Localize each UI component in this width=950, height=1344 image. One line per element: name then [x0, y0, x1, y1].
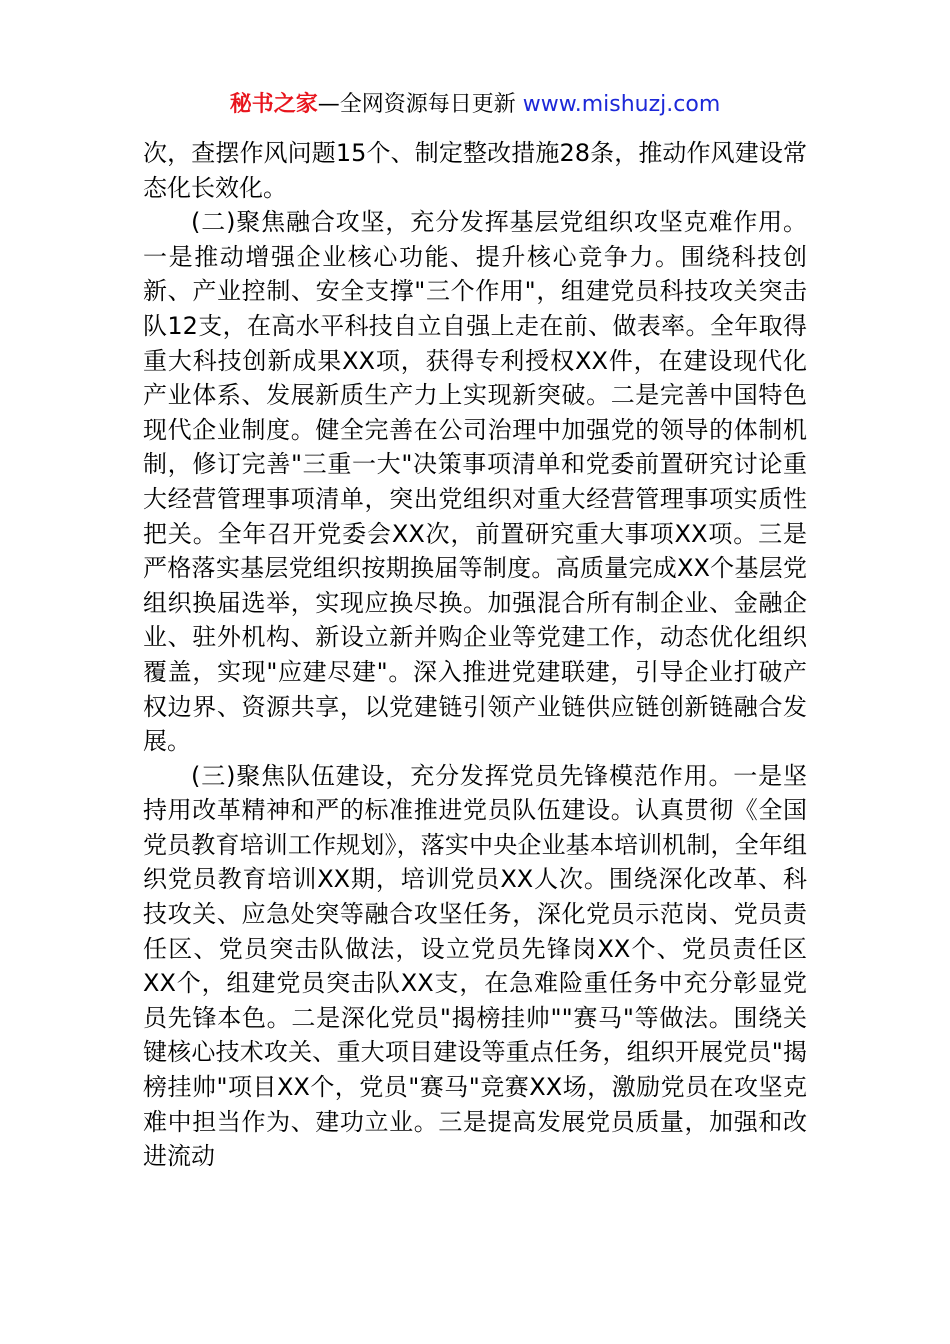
site-header	[0, 88, 950, 122]
document-body	[143, 136, 807, 1174]
site-tagline: —全网资源每日更新	[317, 92, 523, 117]
paragraph-section-three: (三)聚焦队伍建设，充分发挥党员先锋模范作用。一是坚持用改革精神和严的标准推进党员队伍建设。认真贯彻《全国党员教育培训工作规划》，落实中央企业基本培训机制，全年组织党员教育培训XX期，培训党员XX人次。围绕深化改革、科技攻关、应急处突等融合攻坚任务，深化党员示范岗、党员责任区、党员突击队做法，设立党员先锋岗XX个、党员责任区XX个，组建党员突击队XX支，在急难险重任务中充分彰显党员先锋本色。二是深化党员"揭榜挂帅""赛马"等做法。围绕关键核心技术攻关、重大项目建设等重点任务，组织开展党员"揭榜挂帅"项目XX个，党员"赛马"竞赛XX场，激励党员在攻坚克难中担当作为、建功立业。三是提高发展党员质量，加强和改进流动	[143, 761, 807, 1171]
site-brand: 秘书之家	[229, 92, 318, 117]
paragraph-continuation: 次，查摆作风问题15个、制定整改措施28条，推动作风建设常态化长效化。	[143, 139, 807, 202]
site-url[interactable]: www.mishuzj.com	[522, 92, 721, 117]
paragraph-section-two: (二)聚焦融合攻坚，充分发挥基层党组织攻坚克难作用。一是推动增强企业核心功能、提升核心竞争力。围绕科技创新、产业控制、安全支撑"三个作用"，组建党员科技攻关突击队12支，在高水平科技自立自强上走在前、做表率。全年取得重大科技创新成果XX项，获得专利授权XX件，在建设现代化产业体系、发展新质生产力上实现新突破。二是完善中国特色现代企业制度。健全完善在公司治理中加强党的领导的体制机制，修订完善"三重一大"决策事项清单和党委前置研究讨论重大经营管理事项清单，突出党组织对重大经营管理事项实质性把关。全年召开党委会XX次，前置研究重大事项XX项。三是严格落实基层党组织按期换届等制度。高质量完成XX个基层党组织换届选举，实现应换尽换。加强混合所有制企业、金融企业、驻外机构、新设立新并购企业等党建工作，动态优化组织覆盖，实现"应建尽建"。深入推进党建联建，引导企业打破产权边界、资源共享，以党建链引领产业链供应链创新链融合发展。	[143, 208, 807, 756]
